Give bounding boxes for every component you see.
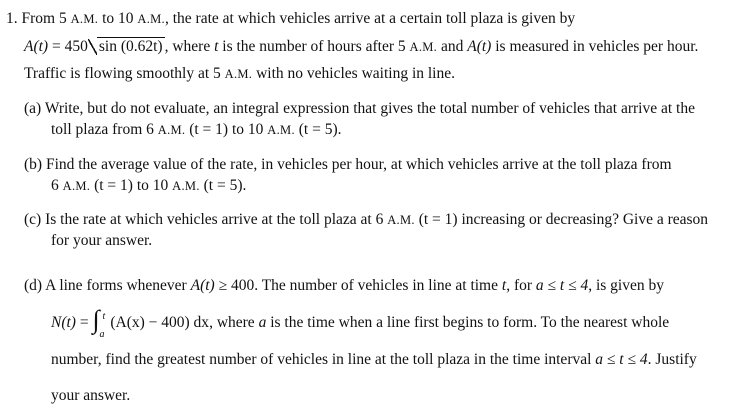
sqrt-expression: sin (0.62t) (88, 37, 165, 57)
part-a-line-1: (a) Write, but do not evaluate, an integral expression that gives the total number of vehicles that arrive at the (24, 100, 695, 117)
problem-intro-line-3: Traffic is flowing smoothly at 5 A.M. with no vehicles waiting in line. (24, 65, 455, 82)
part-d-line-3: number, find the greatest number of vehicles in line at the toll plaza in the time interval a ≤ t ≤ 4. Justify (51, 351, 697, 368)
part-c-line-1: (c) Is the rate at which vehicles arrive at the toll plaza at 6 A.M. (t = 1) increasing or decreasing? Give a reason (24, 211, 709, 228)
part-d-label: (d) (24, 277, 43, 294)
part-b-label: (b) (24, 156, 43, 173)
part-c-line-2: for your answer. (51, 232, 153, 249)
part-c-label: (c) (24, 211, 42, 228)
problem-number: 1. (6, 10, 18, 27)
integral-sign: ∫ t a (92, 305, 106, 341)
part-b-line-1: (b) Find the average value of the rate, in vehicles per hour, at which vehicles arrive at the toll plaza from (24, 156, 672, 173)
part-d-line-2: N(t) = ∫ t a (A(x) − 400) dx, where a is the time when a line first begins to form. To the nearest whole (51, 305, 670, 341)
part-a-label: (a) (24, 100, 42, 117)
part-b-line-2: 6 A.M. (t = 1) to 10 A.M. (t = 5). (51, 177, 247, 194)
problem-intro-line-2: A(t) = 450 sin (0.62t) , where t is the number of hours after 5 A.M. and A(t) is measured in vehicles per hour. (24, 38, 699, 55)
problem-intro-line-1: 1. From 5 A.M. to 10 A.M., the rate at which vehicles arrive at a certain toll plaza is given by (6, 10, 576, 27)
part-a-line-2: toll plaza from 6 A.M. (t = 1) to 10 A.M. (t = 5). (51, 121, 342, 138)
part-d-line-1: (d) A line forms whenever A(t) ≥ 400. The number of vehicles in line at time t, for a ≤ t ≤ 4, is given by (24, 277, 664, 294)
part-d-line-4: your answer. (51, 387, 131, 404)
